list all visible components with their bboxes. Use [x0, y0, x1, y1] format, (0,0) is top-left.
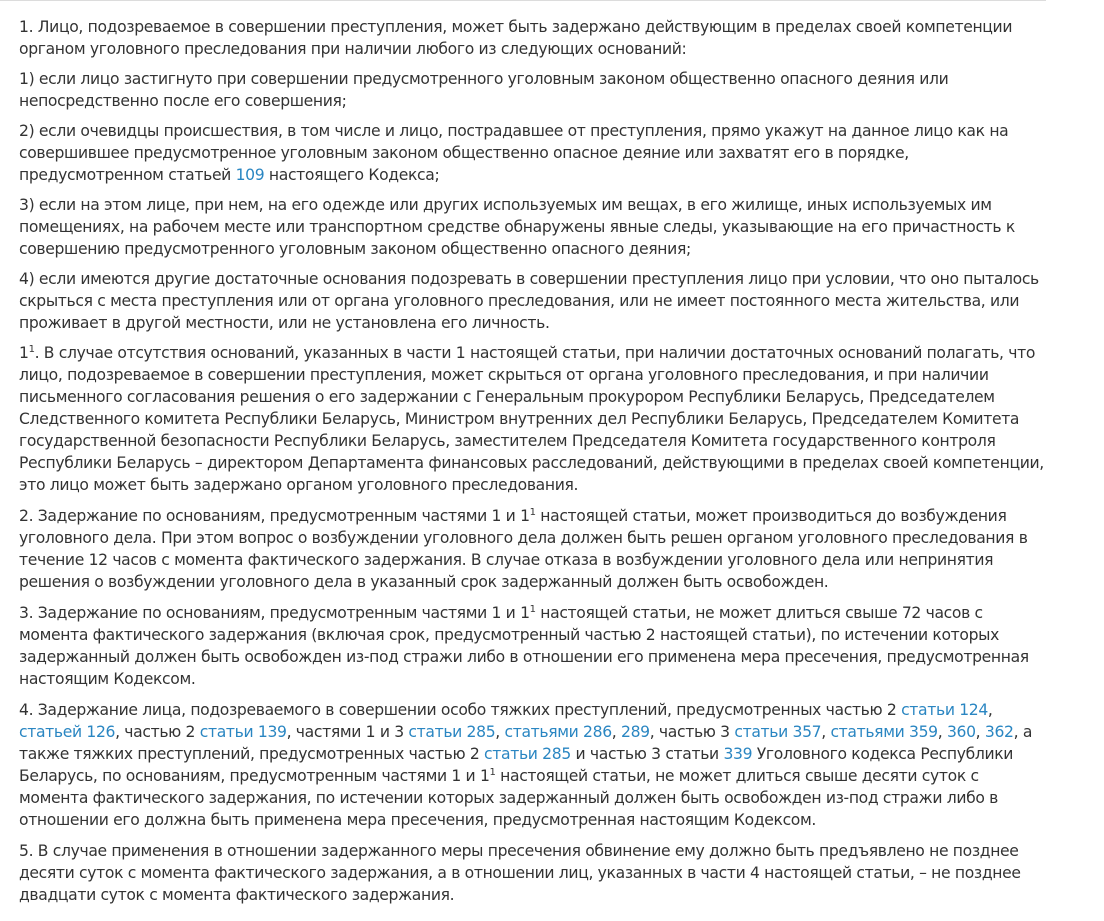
paragraph-5: 5. В случае применения в отношении задержанного меры пресечения обвинение ему должно быть предъявлено не позднее десяти суток с момента фактического задержания, а в отношении лиц, указанных в части 4 настоящей статьи, – не позднее двадцати суток с момента фактического задержания. [19, 842, 1021, 904]
link-article-124[interactable]: статьи 124 [901, 701, 988, 719]
link-article-357[interactable]: статьи 357 [734, 723, 822, 741]
paragraph-1-item-4: 4) если имеются другие достаточные основания подозревать в совершении преступления лицо при условии, что оно пыталось скрыться с места преступления или от органа уголовного преследования, или не имеет постоянного места жительства, или проживает в другой местности, или не установлена его личность. [19, 270, 1039, 332]
link-article-286[interactable]: статьями 286 [504, 723, 612, 741]
paragraph-2: 2. Задержание по основаниям, предусмотренным частями 1 и $1^1$ настоящей статьи, может производиться до возбуждения уголовного дела. При этом вопрос о возбуждении уголовного дела должен быть решен органом уголовного преследования в течение 12 часов с момента фактического задержания. В случае отказа в возбуждении уголовного дела или непринятия решения о возбуждении уголовного дела в указанный срок задержанный должен быть освобожден. [19, 506, 1028, 591]
link-article-139[interactable]: статьи 139 [199, 723, 287, 741]
link-article-289[interactable]: 289 [621, 723, 650, 741]
top-divider [0, 0, 1046, 1]
link-article-339[interactable]: 339 [723, 745, 753, 763]
link-article-362[interactable]: 362 [984, 723, 1014, 741]
link-article-359[interactable]: статьями 359 [830, 723, 938, 741]
paragraph-4: 4. Задержание лица, подозреваемого в совершении особо тяжких преступлений, предусмотренных частью 2 статьи 124, статьей 126, частью 2 статьи 139, частями 1 и 3 статьи 285, статьями 286, 289, частью 3 статьи 357, статьями 359, 360, 362, а также тяжких преступлений, предусмотренных частью 2 статьи 285 и частью 3 статьи 339 Уголовного кодекса Республики Беларусь, по основаниям, предусмотренным частями 1 и $1^1$ настоящей статьи, не может длиться свыше десяти суток с момента фактического задержания, по истечении которых задержанный должен быть освобожден из-под стражи либо в отношении его должна быть применена мера пресечения, предусмотренная настоящим Кодексом. [19, 701, 1033, 829]
link-article-126[interactable]: статьей 126 [19, 723, 116, 741]
link-article-285[interactable]: статьи 285 [408, 723, 496, 741]
link-article-360[interactable]: 360 [946, 723, 976, 741]
paragraph-1-sup-1: $1^1$. В случае отсутствия оснований, указанных в части 1 настоящей статьи, при наличии достаточных оснований полагать, что лицо, подозреваемое в совершении преступления, может скрыться от органа уголовного преследования, и при наличии письменного согласования решения о его задержании с Генеральным прокурором Республики Беларусь, Председателем Следственного комитета Республики Беларусь, Министром внутренних дел Республики Беларусь, Председателем Комитета государственной безопасности Республики Беларусь, заместителем Председателя Комитета государственного контроля Республики Беларусь – директором Департамента финансовых расследований, действующими в пределах своей компетенции, это лицо может быть задержано органом уголовного преследования. [19, 343, 1044, 494]
link-article-109[interactable]: 109 [235, 166, 265, 184]
paragraph-1-item-2: 2) если очевидцы происшествия, в том числе и лицо, пострадавшее от преступления, прямо укажут на данное лицо как на совершившее предусмотренное уголовным законом общественно опасное деяние или захватят его в порядке, предусмотренном статьей 109 настоящего Кодекса; [19, 122, 1009, 184]
paragraph-3: 3. Задержание по основаниям, предусмотренным частями 1 и $1^1$ настоящей статьи, не может длиться свыше 72 часов с момента фактического задержания (включая срок, предусмотренный частью 2 настоящей статьи), по истечении которых задержанный должен быть освобожден из-под стражи либо в отношении его применена мера пресечения, предусмотренная настоящим Кодексом. [19, 603, 1029, 688]
paragraph-1-item-3: 3) если на этом лице, при нем, на его одежде или других используемых им вещах, в его жилище, иных используемых им помещениях, на рабочем месте или транспортном средстве обнаружены явные следы, указывающие на его причастность к совершению предусмотренного уголовным законом общественно опасного деяния; [19, 196, 1015, 258]
paragraph-1: 1. Лицо, подозреваемое в совершении преступления, может быть задержано действующим в пределах своей компетенции органом уголовного преследования при наличии любого из следующих оснований: [19, 18, 1013, 58]
link-article-285-part-2[interactable]: статьи 285 [484, 745, 571, 763]
article-body [19, 16, 1049, 915]
paragraph-1-item-1: 1) если лицо застигнуто при совершении предусмотренного уголовным законом общественно опасного деяния или непосредственно после его совершения; [19, 70, 949, 110]
